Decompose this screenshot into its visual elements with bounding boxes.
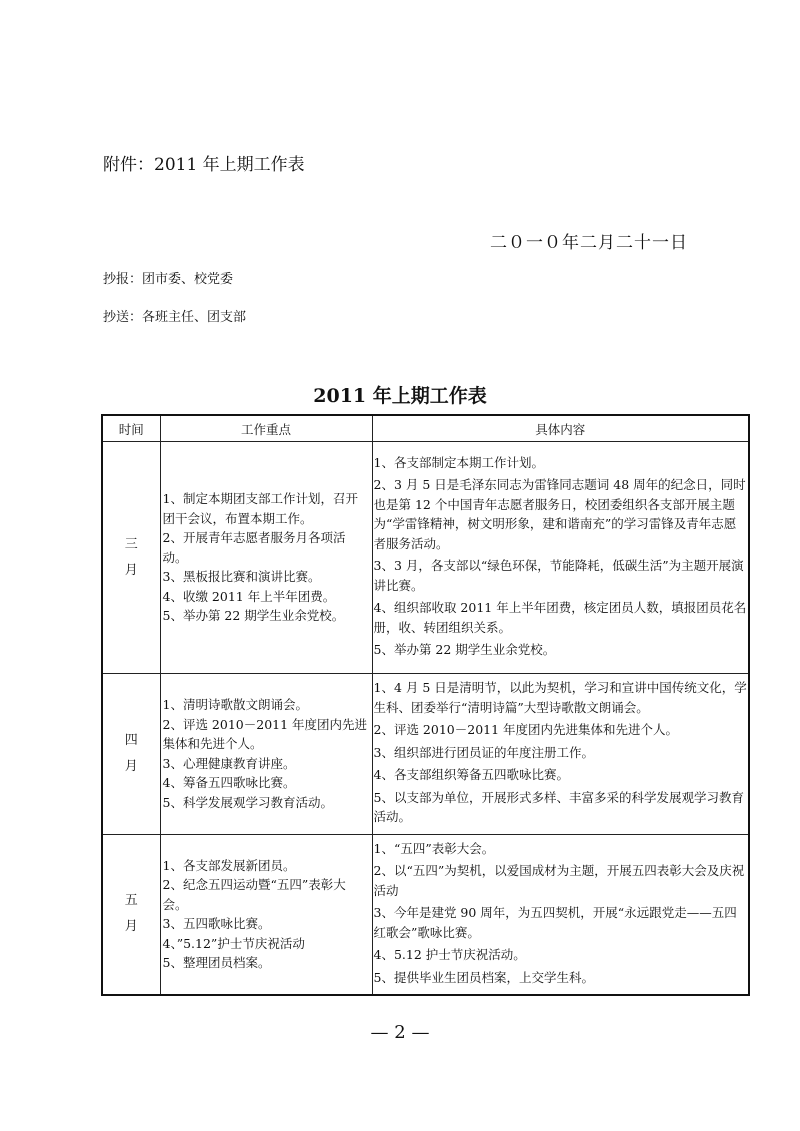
detail-item: 4、组织部收取 2011 年上半年团费，核定团员人数，填报团员花名册，收、转团组织关系。 xyxy=(373,600,747,635)
detail-item: 5、举办第 22 期学生业余党校。 xyxy=(373,642,556,657)
focus-item: 2、评选 2010－2011 年度团内先进集体和先进个人。 xyxy=(162,716,368,752)
focus-item: 1、清明诗歌散文朗诵会。 xyxy=(162,697,308,713)
detail-item: 2、评选 2010－2011 年度团内先进集体和先进个人。 xyxy=(373,722,679,737)
column-header-focus: 工作重点 xyxy=(160,415,372,442)
document-date: 二０一０年二月二十一日 xyxy=(490,233,688,253)
detail-item: 2、以“五四”为契机，以爱国成材为主题，开展五四表彰大会及庆祝活动 xyxy=(373,863,745,898)
month-label: 三月 xyxy=(124,536,138,578)
focus-item: 5、整理团员档案。 xyxy=(162,955,271,971)
detail-item: 4、5.12 护士节庆祝活动。 xyxy=(373,947,526,962)
month-label: 四月 xyxy=(124,732,138,774)
table-row-march xyxy=(102,442,749,674)
detail-item: 5、以支部为单位，开展形式多样、丰富多采的科学发展观学习教育活动。 xyxy=(373,789,744,824)
page-number: — 2 — xyxy=(370,1022,430,1043)
column-header-time: 时间 xyxy=(102,415,160,442)
focus-item: 3、黑板报比赛和演讲比赛。 xyxy=(162,569,321,585)
focus-item: 3、心理健康教育讲座。 xyxy=(162,755,296,771)
detail-item: 5、提供毕业生团员档案，上交学生科。 xyxy=(373,969,594,985)
table-title: 2011 年上期工作表 xyxy=(313,385,487,407)
details-cell xyxy=(372,834,749,995)
month-cell xyxy=(102,674,160,835)
detail-item: 3、组织部进行团员证的年度注册工作。 xyxy=(373,744,594,760)
focus-item: 1、制定本期团支部工作计划，召开团干会议，布置本期工作。 xyxy=(162,491,358,526)
focus-item: 4、”5.12”护士节庆祝活动 xyxy=(162,935,305,951)
table-header-row xyxy=(102,415,749,442)
detail-item: 3、3 月，各支部以“绿色环保，节能降耗，低碳生活”为主题开展演讲比赛。 xyxy=(373,558,744,593)
detail-item: 1、4 月 5 日是清明节，以此为契机，学习和宣讲中国传统文化，学生科、团委举行“清明诗篇”大型诗歌散文朗诵会。 xyxy=(373,680,747,715)
attachment-title: 附件：2011 年上期工作表 xyxy=(103,155,305,175)
focus-item: 4、筹备五四歌咏比赛。 xyxy=(162,775,296,791)
focus-cell xyxy=(160,674,372,835)
detail-item: 2、3 月 5 日是毛泽东同志为雷锋同志题词 48 周年的纪念日，同时也是第 12 个中国青年志愿者服务日，校团委组织各支部开展主题为“学雷锋精神，树文明形象，建和谐南充”的学习雷锋及青年志愿者服务活动。 xyxy=(373,477,746,551)
focus-item: 4、收缴 2011 年上半年团费。 xyxy=(162,588,336,604)
focus-item: 3、五四歌咏比赛。 xyxy=(162,916,271,932)
column-header-details: 具体内容 xyxy=(372,415,749,442)
detail-item: 4、各支部组织筹备五四歌咏比赛。 xyxy=(373,767,569,782)
detail-item: 1、“五四”表彰大会。 xyxy=(373,840,495,856)
work-schedule-table xyxy=(101,414,750,996)
focus-cell xyxy=(160,442,372,674)
table-row-april xyxy=(102,674,749,835)
month-cell xyxy=(102,442,160,674)
details-cell xyxy=(372,674,749,835)
focus-cell xyxy=(160,834,372,995)
table-row-may xyxy=(102,834,749,995)
focus-item: 1、各支部发展新团员。 xyxy=(162,857,296,873)
focus-item: 2、开展青年志愿者服务月各项活动。 xyxy=(162,530,346,565)
focus-item: 5、举办第 22 期学生业余党校。 xyxy=(162,608,345,624)
detail-item: 3、今年是建党 90 周年，为五四契机，开展“永远跟党走——五四红歌会”歌咏比赛。 xyxy=(373,905,737,940)
focus-item: 5、科学发展观学习教育活动。 xyxy=(162,794,333,810)
month-label: 五月 xyxy=(124,893,138,935)
cc-report-line: 抄报：团市委、校党委 xyxy=(103,272,234,287)
cc-send-line: 抄送：各班主任、团支部 xyxy=(103,310,247,325)
detail-item: 1、各支部制定本期工作计划。 xyxy=(373,454,544,470)
month-cell xyxy=(102,834,160,995)
focus-item: 2、纪念五四运动暨“五四”表彰大会。 xyxy=(162,877,346,912)
details-cell xyxy=(372,442,749,674)
